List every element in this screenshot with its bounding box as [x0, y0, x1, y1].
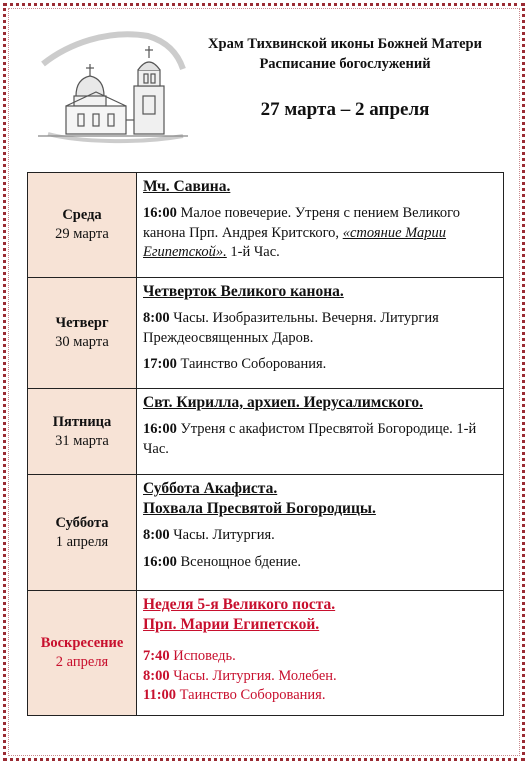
- service-time: 16:00: [143, 553, 177, 570]
- day-name: Среда: [62, 207, 102, 223]
- day-name: Четверг: [55, 315, 109, 331]
- day-date: 30 марта: [55, 334, 109, 350]
- service-time: 8:00: [143, 310, 170, 326]
- service-time: 7:40: [143, 648, 170, 664]
- service-text: Часы. Литургия.: [173, 527, 275, 543]
- service-time: 8:00: [143, 527, 170, 543]
- service-text-after: 1-й Час.: [226, 244, 280, 260]
- service-line: [143, 686, 497, 706]
- service-line: [143, 309, 497, 348]
- service-line: [143, 667, 497, 687]
- service-text: Исповедь.: [173, 648, 236, 664]
- service-line: [143, 526, 497, 546]
- service-line: [143, 355, 497, 375]
- service-line: [143, 204, 497, 263]
- schedule-row-friday: [28, 389, 504, 475]
- day-date: 31 марта: [55, 432, 109, 449]
- service-text: Часы. Изобразительны. Вечерня. Литургия Преждеосвященных Даров.: [143, 310, 439, 346]
- service-time: 11:00: [143, 687, 177, 703]
- church-drawing-icon: [38, 24, 188, 152]
- services-cell: [137, 475, 504, 591]
- day-cell: [28, 475, 137, 591]
- service-text: Малое повечерие. Утреня с пением Великого канона Прп. Андрея Критского,: [143, 205, 460, 241]
- services-cell: [137, 278, 504, 389]
- date-range: 27 марта – 2 апреля: [260, 99, 430, 120]
- service-text: Таинство Соборования.: [179, 687, 326, 703]
- day-name: Воскресение: [40, 635, 124, 651]
- day-name: Суббота: [55, 514, 109, 531]
- schedule-row-sunday: [28, 591, 504, 716]
- service-text: Утреня с акафистом Пресвятой Богородице. 1-й Час.: [143, 421, 477, 457]
- schedule-table: [27, 172, 504, 716]
- schedule-subtitle: Расписание богослужений: [259, 56, 431, 72]
- schedule-row-wednesday: [28, 173, 504, 278]
- services-cell: [137, 591, 504, 716]
- service-time: 8:00: [143, 667, 170, 684]
- schedule-row-thursday: [28, 278, 504, 389]
- day-cell: [28, 591, 137, 716]
- feast-title: Свт. Кирилла, архиеп. Иерусалимского.: [143, 394, 423, 411]
- service-time: 16:00: [143, 421, 177, 437]
- schedule-row-saturday: [28, 475, 504, 591]
- day-cell: [28, 389, 137, 475]
- schedule-header: [180, 36, 510, 121]
- day-name: Пятница: [52, 413, 112, 430]
- service-time: 16:00: [143, 205, 177, 221]
- service-line: [143, 553, 497, 573]
- church-title: Храм Тихвинской иконы Божней Матери: [208, 36, 482, 52]
- feast-title: Четверток Великого канона.: [143, 283, 344, 300]
- service-text: Таинство Соборования.: [180, 356, 327, 372]
- service-line: [143, 647, 497, 667]
- service-line: [143, 420, 497, 459]
- day-date: 2 апреля: [55, 654, 109, 670]
- feast-title: Прп. Марии Египетской.: [143, 616, 320, 633]
- day-date: 29 марта: [55, 226, 109, 242]
- feast-title: Неделя 5-я Великого поста.: [143, 596, 336, 613]
- service-text-italic: «стояние Марии Египетской».: [143, 224, 447, 260]
- day-date: 1 апреля: [55, 533, 109, 550]
- service-time: 17:00: [143, 356, 177, 372]
- services-cell: [137, 173, 504, 278]
- service-text: Всенощное бдение.: [180, 553, 302, 570]
- day-cell: [28, 173, 137, 278]
- service-text: Часы. Литургия. Молебен.: [173, 667, 337, 684]
- services-cell: [137, 389, 504, 475]
- feast-title: Суббота Акафиста.: [143, 480, 278, 497]
- feast-title: Похвала Пресвятой Богородицы.: [143, 500, 376, 517]
- day-cell: [28, 278, 137, 389]
- feast-title: Мч. Савина.: [143, 178, 231, 195]
